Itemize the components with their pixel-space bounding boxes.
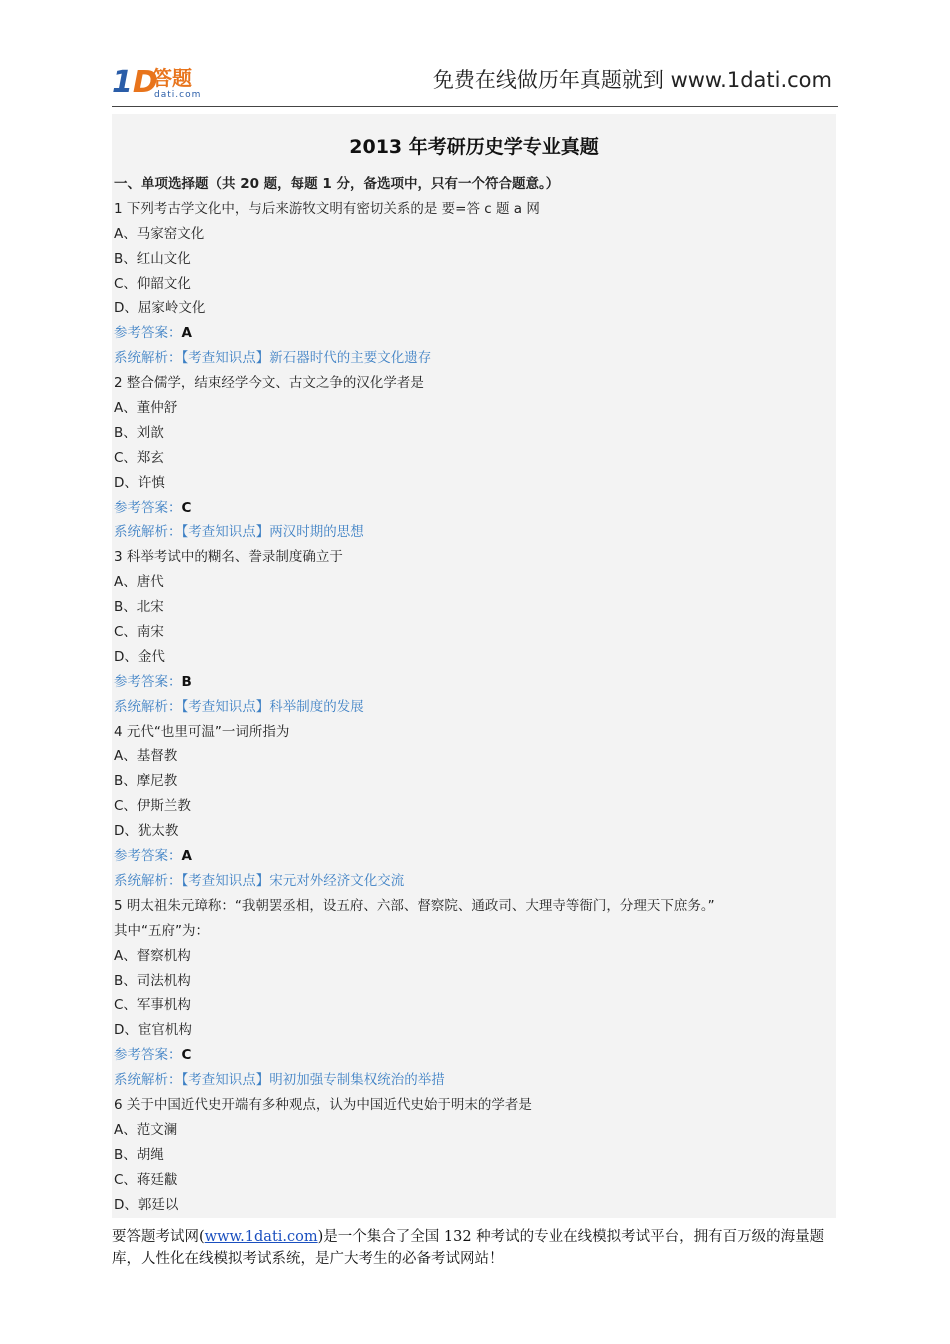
option-b: B、红山文化: [114, 250, 191, 267]
option-b: B、刘歆: [114, 424, 164, 441]
option-c: C、蒋廷黻: [114, 1171, 178, 1188]
option-c: C、仰韶文化: [114, 275, 191, 292]
question-stem: 6 关于中国近代史开端有多种观点，认为中国近代史始于明末的学者是: [114, 1096, 532, 1113]
answer-value: C: [181, 499, 192, 516]
option-d: D、犹太教: [114, 823, 179, 840]
question-stem: 4 元代“也里可温”一词所指为: [114, 723, 290, 740]
option-a: A、唐代: [114, 574, 164, 591]
header-slogan: 免费在线做历年真题就到 www.1dati.com: [432, 68, 832, 92]
logo-brand: 答题: [152, 66, 192, 90]
document-body: [112, 114, 836, 1218]
option-d: D、金代: [114, 648, 165, 665]
system-analysis: 系统解析：【考查知识点】宋元对外经济文化交流: [114, 872, 405, 889]
option-c: C、伊斯兰教: [114, 798, 191, 815]
page-footer: [112, 1226, 836, 1270]
option-b: B、司法机构: [114, 972, 191, 989]
page-title: 2013 年考研历史学专业真题: [349, 136, 599, 158]
option-d: D、宦官机构: [114, 1022, 192, 1039]
answer-value: A: [181, 848, 192, 865]
option-d: D、郭廷以: [114, 1196, 179, 1213]
option-b: B、摩尼教: [114, 773, 178, 790]
footer-suffix: )是一个集合了全国 132 种考试的专业在线模拟考试平台，拥有百万级的海量题库，人性化在线模拟考试系统，是广大考生的必备考试网站！: [112, 1229, 825, 1267]
answer-value: C: [181, 1047, 192, 1064]
question-stem: 3 科举考试中的糊名、誊录制度确立于: [114, 549, 343, 566]
option-b: B、北宋: [114, 599, 164, 616]
reference-answer: 参考答案：A: [114, 848, 192, 865]
footer-prefix: 要答题考试网(: [112, 1229, 205, 1245]
reference-answer: 参考答案：A: [114, 325, 192, 342]
question-list: [114, 172, 836, 1217]
option-a: A、董仲舒: [114, 400, 178, 417]
option-d: D、屈家岭文化: [114, 300, 206, 317]
option-c: C、郑玄: [114, 449, 164, 466]
question-stem: 5 明太祖朱元璋称：“我朝罢丞相，设五府、六部、督察院、通政司、大理寺等衙门，分理天下庶务。”: [114, 897, 715, 914]
system-analysis: 系统解析：【考查知识点】明初加强专制集权统治的举措: [114, 1072, 445, 1089]
reference-answer: 参考答案：C: [114, 1047, 192, 1064]
system-analysis: 系统解析：【考查知识点】两汉时期的思想: [114, 524, 364, 541]
answer-value: B: [181, 673, 192, 690]
option-a: A、督察机构: [114, 947, 191, 964]
option-a: A、基督教: [114, 748, 178, 765]
site-logo[interactable]: [112, 66, 222, 104]
reference-answer: 参考答案：C: [114, 499, 192, 516]
option-c: C、南宋: [114, 624, 164, 641]
option-a: A、范文澜: [114, 1121, 178, 1138]
reference-answer: 参考答案：B: [114, 673, 192, 690]
option-b: B、胡绳: [114, 1146, 164, 1163]
answer-value: A: [181, 325, 192, 342]
logo-subtitle: dati.com: [154, 90, 202, 100]
question-stem: 1 下列考古学文化中，与后来游牧文明有密切关系的是 要=答 c 题 a 网: [114, 200, 540, 217]
page-header: [112, 60, 838, 107]
logo-mark: 1D: [112, 65, 158, 100]
option-d: D、许慎: [114, 474, 165, 491]
section-heading: 一、单项选择题（共 20 题，每题 1 分，备选项中，只有一个符合题意。）: [114, 176, 560, 192]
question-stem-continued: 其中“五府”为：: [114, 922, 209, 939]
question-stem: 2 整合儒学，结束经学今文、古文之争的汉化学者是: [114, 375, 424, 392]
system-analysis: 系统解析：【考查知识点】新石器时代的主要文化遗存: [114, 350, 432, 367]
option-c: C、军事机构: [114, 997, 191, 1014]
footer-site-link[interactable]: www.1dati.com: [204, 1229, 318, 1245]
option-a: A、马家窑文化: [114, 225, 205, 242]
system-analysis: 系统解析：【考查知识点】科举制度的发展: [114, 698, 364, 715]
